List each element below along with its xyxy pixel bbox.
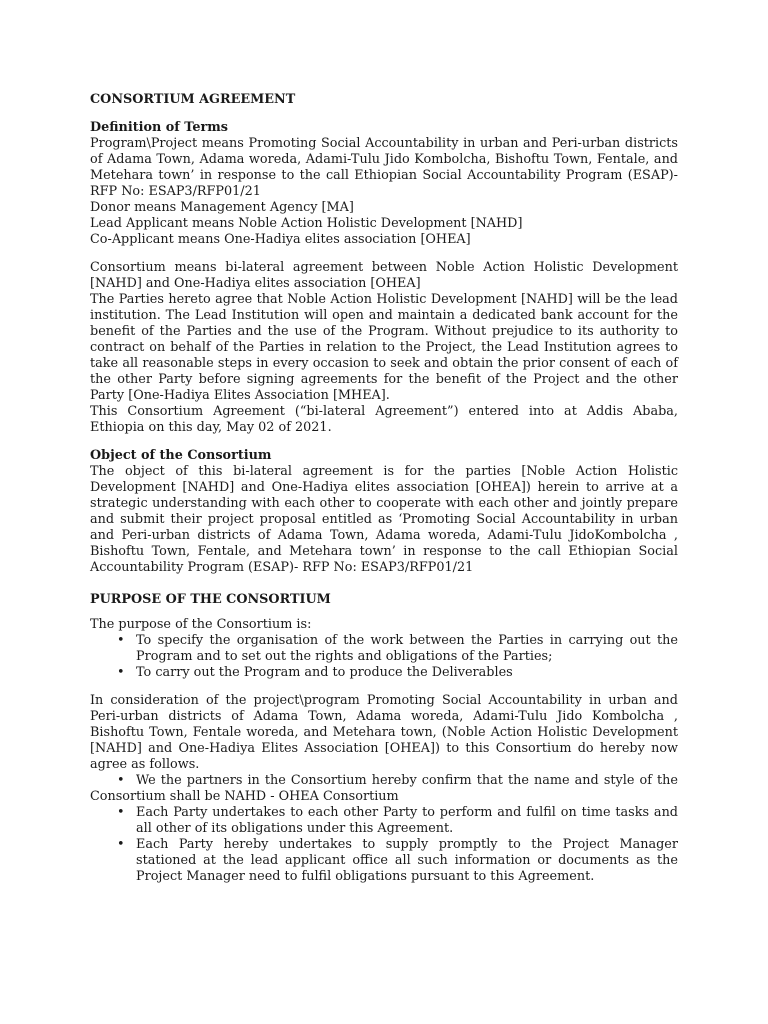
partners-statement [90, 773, 678, 805]
definition-agreement: This Consortium Agreement (“bi-lateral Agreement”) entered into at Addis Ababa, Ethiopia on this day, May 02 of 2021. [90, 404, 678, 435]
list-item-text: To specify the organisation of the work between the Parties in carrying out the Program and to set out the rights and obligations of the Parties; [136, 633, 678, 664]
document-page [90, 92, 678, 885]
list-item-text: Each Party hereby undertakes to supply promptly to the Project Manager stationed at the lead applicant office all such information or documents as the Project Manager need to fulfil obligations pursuant to this Agreement. [136, 837, 678, 884]
partners-text: We the partners in the Consortium hereby confirm that the name and style of the Consortium shall be NAHD - OHEA Consortium [90, 773, 678, 804]
definition-donor: Donor means Management Agency [MA] [90, 200, 354, 215]
bullet-icon: • [117, 837, 125, 852]
bullet-icon: • [117, 633, 125, 648]
definition-co-applicant: Co-Applicant means One-Hadiya elites association [OHEA] [90, 232, 471, 247]
object-heading: Object of the Consortium [90, 448, 272, 463]
object-text: The object of this bi-lateral agreement is for the parties [Noble Action Holistic Development [NAHD] and One-Hadiya elites association [OHEA]) herein to arrive at a strategic understanding with each other to cooperate with each other and jointly prepare and submit their project proposal entitled as ‘Promoting Social Accountability in urban and Peri-urban districts of Adama Town, Adama woreda, Adami-Tulu JidoKombolcha , Bishoftu Town, Fentale, and Metehara town’ in response to the call Ethiopian Social Accountability Program (ESAP)- RFP No: ESAP3/RFP01/21 [90, 464, 678, 575]
list-item [90, 665, 678, 681]
bullet-icon: • [117, 805, 125, 820]
document-title: CONSORTIUM AGREEMENT [90, 92, 296, 107]
definition-consortium: Consortium means bi-lateral agreement between Noble Action Holistic Development [NAHD] and One-Hadiya elites association [OHEA] [90, 260, 678, 291]
definition-parties: The Parties hereto agree that Noble Action Holistic Development [NAHD] will be the lead institution. The Lead Institution will open and maintain a dedicated bank account for the benefit of the Parties and the use of the Program. Without prejudice to its authority to contract on behalf of the Parties in relation to the Project, the Lead Institution agrees to take all reasonable steps in every occasion to seek and obtain the prior consent of each of the other Party before signing agreements for the benefit of the Project and the other Party [One-Hadiya Elites Association [MHEA]. [90, 292, 678, 403]
purpose-list [90, 633, 678, 681]
list-item [90, 837, 678, 885]
definitions-heading: Definition of Terms [90, 120, 228, 135]
definition-lead-applicant: Lead Applicant means Noble Action Holistic Development [NAHD] [90, 216, 523, 231]
purpose-heading: PURPOSE OF THE CONSORTIUM [90, 592, 331, 607]
bullet-icon: • [117, 665, 125, 680]
consideration-text: In consideration of the project\program Promoting Social Accountability in urban and Peri-urban districts of Adama Town, Adama woreda, Adami-Tulu Jido Kombolcha , Bishoftu Town, Fentale woreda, and Metehara town, (Noble Action Holistic Development [NAHD] and One-Hadiya Elites Association [OHEA]) to this Consortium do hereby now agree as follows. [90, 693, 678, 772]
purpose-intro: The purpose of the Consortium is: [90, 617, 312, 632]
list-item-text: Each Party undertakes to each other Party to perform and fulfil on time tasks and all other of its obligations under this Agreement. [136, 805, 678, 836]
definition-program: Program\Project means Promoting Social Accountability in urban and Peri-urban districts of Adama Town, Adama woreda, Adami-Tulu Jido Kombolcha, Bishoftu Town, Fentale, and Metehara town’ in response to the call Ethiopian Social Accountability Program (ESAP)- RFP No: ESAP3/RFP01/21 [90, 136, 678, 199]
bullet-icon: • [117, 773, 125, 788]
undertakings-list [90, 805, 678, 885]
list-item [90, 633, 678, 665]
list-item [90, 805, 678, 837]
list-item-text: To carry out the Program and to produce the Deliverables [136, 665, 513, 680]
